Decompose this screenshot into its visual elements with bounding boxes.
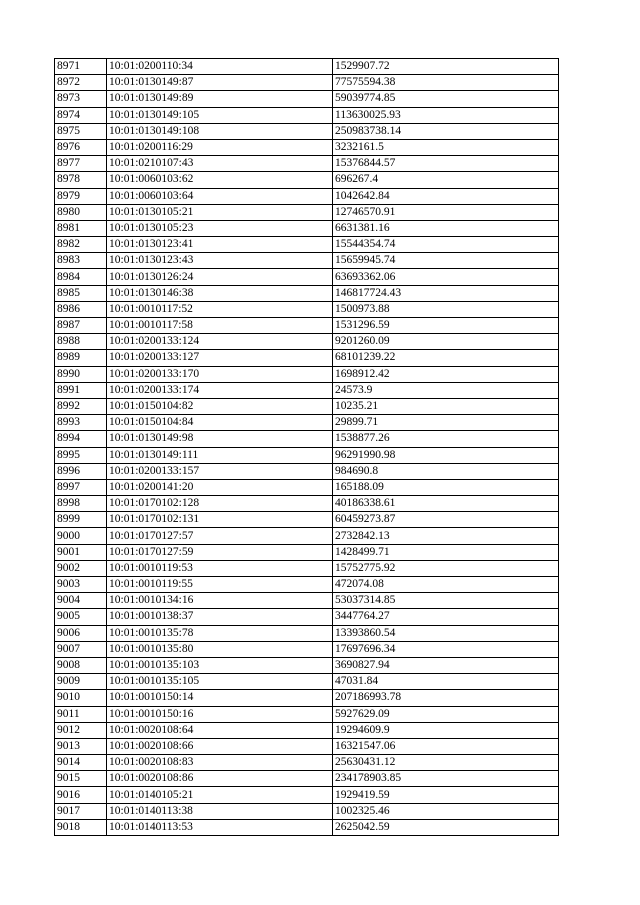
cadastral-number-cell: 10:01:0200133:124 — [107, 334, 333, 350]
table-row — [55, 447, 559, 463]
value-cell: 10235.21 — [333, 398, 559, 414]
cadastral-number-cell: 10:01:0140105:21 — [107, 787, 333, 803]
value-cell: 2732842.13 — [333, 528, 559, 544]
value-cell: 696267.4 — [333, 172, 559, 188]
value-cell: 3232161.5 — [333, 139, 559, 155]
row-number-cell: 9001 — [55, 544, 107, 560]
row-number-cell: 9011 — [55, 706, 107, 722]
table-row — [55, 657, 559, 673]
row-number-cell: 8999 — [55, 512, 107, 528]
value-cell: 77575594.38 — [333, 75, 559, 91]
cadastral-number-cell: 10:01:0200133:157 — [107, 463, 333, 479]
value-cell: 12746570.91 — [333, 204, 559, 220]
table-row — [55, 544, 559, 560]
table-row — [55, 107, 559, 123]
value-cell: 1531296.59 — [333, 318, 559, 334]
row-number-cell: 8978 — [55, 172, 107, 188]
row-number-cell: 9018 — [55, 819, 107, 835]
cadastral-number-cell: 10:01:0010138:37 — [107, 609, 333, 625]
cadastral-number-cell: 10:01:0130105:23 — [107, 220, 333, 236]
value-cell: 15544354.74 — [333, 237, 559, 253]
value-cell: 15659945.74 — [333, 253, 559, 269]
row-number-cell: 9013 — [55, 738, 107, 754]
table-row — [55, 350, 559, 366]
cadastral-number-cell: 10:01:0170127:59 — [107, 544, 333, 560]
cadastral-number-cell: 10:01:0200133:174 — [107, 382, 333, 398]
value-cell: 5927629.09 — [333, 706, 559, 722]
row-number-cell: 8988 — [55, 334, 107, 350]
cadastral-number-cell: 10:01:0010135:80 — [107, 641, 333, 657]
row-number-cell: 9006 — [55, 625, 107, 641]
cadastral-number-cell: 10:01:0010117:58 — [107, 318, 333, 334]
cadastral-number-cell: 10:01:0170102:128 — [107, 496, 333, 512]
cadastral-number-cell: 10:01:0130123:43 — [107, 253, 333, 269]
table-row — [55, 577, 559, 593]
row-number-cell: 8971 — [55, 59, 107, 75]
row-number-cell: 8982 — [55, 237, 107, 253]
value-cell: 25630431.12 — [333, 755, 559, 771]
table-row — [55, 755, 559, 771]
table-row — [55, 220, 559, 236]
value-cell: 1698912.42 — [333, 366, 559, 382]
value-cell: 1042642.84 — [333, 188, 559, 204]
row-number-cell: 9016 — [55, 787, 107, 803]
value-cell: 15376844.57 — [333, 156, 559, 172]
table-row — [55, 269, 559, 285]
cadastral-number-cell: 10:01:0130149:108 — [107, 123, 333, 139]
table-row — [55, 819, 559, 835]
cadastral-number-cell: 10:01:0150104:84 — [107, 415, 333, 431]
row-number-cell: 9000 — [55, 528, 107, 544]
cadastral-number-cell: 10:01:0010135:103 — [107, 657, 333, 673]
row-number-cell: 8989 — [55, 350, 107, 366]
row-number-cell: 8994 — [55, 431, 107, 447]
table-row — [55, 738, 559, 754]
row-number-cell: 9010 — [55, 690, 107, 706]
table-row — [55, 204, 559, 220]
row-number-cell: 8997 — [55, 479, 107, 495]
value-cell: 47031.84 — [333, 674, 559, 690]
row-number-cell: 9003 — [55, 577, 107, 593]
row-number-cell: 9014 — [55, 755, 107, 771]
row-number-cell: 8985 — [55, 285, 107, 301]
value-cell: 40186338.61 — [333, 496, 559, 512]
value-cell: 68101239.22 — [333, 350, 559, 366]
row-number-cell: 8986 — [55, 301, 107, 317]
cadastral-number-cell: 10:01:0060103:64 — [107, 188, 333, 204]
cadastral-number-cell: 10:01:0020108:64 — [107, 722, 333, 738]
cadastral-number-cell: 10:01:0210107:43 — [107, 156, 333, 172]
row-number-cell: 8981 — [55, 220, 107, 236]
table-row — [55, 172, 559, 188]
value-cell: 984690.8 — [333, 463, 559, 479]
row-number-cell: 8977 — [55, 156, 107, 172]
value-cell: 9201260.09 — [333, 334, 559, 350]
table-row — [55, 382, 559, 398]
table-row — [55, 722, 559, 738]
value-cell: 146817724.43 — [333, 285, 559, 301]
cadastral-number-cell: 10:01:0010134:16 — [107, 593, 333, 609]
cadastral-number-cell: 10:01:0010117:52 — [107, 301, 333, 317]
table-row — [55, 625, 559, 641]
table-row — [55, 75, 559, 91]
table-row — [55, 496, 559, 512]
row-number-cell: 8996 — [55, 463, 107, 479]
table-row — [55, 512, 559, 528]
table-row — [55, 398, 559, 414]
table-row — [55, 318, 559, 334]
value-cell: 1529907.72 — [333, 59, 559, 75]
cadastral-number-cell: 10:01:0130149:111 — [107, 447, 333, 463]
row-number-cell: 9002 — [55, 560, 107, 576]
row-number-cell: 8974 — [55, 107, 107, 123]
value-cell: 24573.9 — [333, 382, 559, 398]
row-number-cell: 8992 — [55, 398, 107, 414]
row-number-cell: 8995 — [55, 447, 107, 463]
row-number-cell: 9015 — [55, 771, 107, 787]
cadastral-number-cell: 10:01:0020108:83 — [107, 755, 333, 771]
table-row — [55, 463, 559, 479]
cadastral-number-cell: 10:01:0130123:41 — [107, 237, 333, 253]
value-cell: 53037314.85 — [333, 593, 559, 609]
value-cell: 6631381.16 — [333, 220, 559, 236]
row-number-cell: 8990 — [55, 366, 107, 382]
table-row — [55, 123, 559, 139]
cadastral-number-cell: 10:01:0130146:38 — [107, 285, 333, 301]
table-row — [55, 771, 559, 787]
cadastral-number-cell: 10:01:0200133:170 — [107, 366, 333, 382]
row-number-cell: 8975 — [55, 123, 107, 139]
value-cell: 17697696.34 — [333, 641, 559, 657]
table-row — [55, 803, 559, 819]
table-row — [55, 706, 559, 722]
cadastral-number-cell: 10:01:0020108:66 — [107, 738, 333, 754]
cadastral-number-cell: 10:01:0200110:34 — [107, 59, 333, 75]
value-cell: 1929419.59 — [333, 787, 559, 803]
table-row — [55, 641, 559, 657]
row-number-cell: 9007 — [55, 641, 107, 657]
value-cell: 1500973.88 — [333, 301, 559, 317]
table-row — [55, 690, 559, 706]
row-number-cell: 8979 — [55, 188, 107, 204]
table-row — [55, 59, 559, 75]
value-cell: 15752775.92 — [333, 560, 559, 576]
cadastral-number-cell: 10:01:0130149:87 — [107, 75, 333, 91]
value-cell: 13393860.54 — [333, 625, 559, 641]
value-cell: 207186993.78 — [333, 690, 559, 706]
row-number-cell: 8998 — [55, 496, 107, 512]
table-row — [55, 366, 559, 382]
value-cell: 2625042.59 — [333, 819, 559, 835]
table-row — [55, 431, 559, 447]
table-row — [55, 253, 559, 269]
value-cell: 59039774.85 — [333, 91, 559, 107]
cadastral-number-cell: 10:01:0060103:62 — [107, 172, 333, 188]
table-row — [55, 787, 559, 803]
value-cell: 16321547.06 — [333, 738, 559, 754]
row-number-cell: 8983 — [55, 253, 107, 269]
value-cell: 3690827.94 — [333, 657, 559, 673]
value-cell: 96291990.98 — [333, 447, 559, 463]
cadastral-number-cell: 10:01:0130149:98 — [107, 431, 333, 447]
table-row — [55, 139, 559, 155]
cadastral-number-cell: 10:01:0140113:53 — [107, 819, 333, 835]
cadastral-number-cell: 10:01:0200141:20 — [107, 479, 333, 495]
row-number-cell: 8976 — [55, 139, 107, 155]
table-row — [55, 301, 559, 317]
row-number-cell: 9009 — [55, 674, 107, 690]
table-row — [55, 156, 559, 172]
table-row — [55, 285, 559, 301]
cadastral-number-cell: 10:01:0010119:55 — [107, 577, 333, 593]
value-cell: 3447764.27 — [333, 609, 559, 625]
value-cell: 1002325.46 — [333, 803, 559, 819]
row-number-cell: 8991 — [55, 382, 107, 398]
row-number-cell: 9017 — [55, 803, 107, 819]
table-row — [55, 91, 559, 107]
cadastral-value-table — [54, 58, 559, 836]
table-row — [55, 593, 559, 609]
row-number-cell: 8987 — [55, 318, 107, 334]
cadastral-number-cell: 10:01:0170127:57 — [107, 528, 333, 544]
cadastral-number-cell: 10:01:0130149:105 — [107, 107, 333, 123]
row-number-cell: 8984 — [55, 269, 107, 285]
table-row — [55, 609, 559, 625]
table-row — [55, 188, 559, 204]
value-cell: 1538877.26 — [333, 431, 559, 447]
row-number-cell: 9012 — [55, 722, 107, 738]
cadastral-number-cell: 10:01:0010135:105 — [107, 674, 333, 690]
cadastral-number-cell: 10:01:0010150:16 — [107, 706, 333, 722]
value-cell: 60459273.87 — [333, 512, 559, 528]
value-cell: 250983738.14 — [333, 123, 559, 139]
cadastral-number-cell: 10:01:0130105:21 — [107, 204, 333, 220]
table-row — [55, 415, 559, 431]
value-cell: 19294609.9 — [333, 722, 559, 738]
value-cell: 472074.08 — [333, 577, 559, 593]
value-cell: 165188.09 — [333, 479, 559, 495]
table-row — [55, 334, 559, 350]
cadastral-number-cell: 10:01:0020108:86 — [107, 771, 333, 787]
cadastral-number-cell: 10:01:0200116:29 — [107, 139, 333, 155]
value-cell: 113630025.93 — [333, 107, 559, 123]
row-number-cell: 8972 — [55, 75, 107, 91]
row-number-cell: 9008 — [55, 657, 107, 673]
cadastral-number-cell: 10:01:0010150:14 — [107, 690, 333, 706]
table-body — [55, 59, 559, 836]
table-row — [55, 674, 559, 690]
cadastral-number-cell: 10:01:0170102:131 — [107, 512, 333, 528]
row-number-cell: 8993 — [55, 415, 107, 431]
table-row — [55, 479, 559, 495]
row-number-cell: 9004 — [55, 593, 107, 609]
row-number-cell: 8980 — [55, 204, 107, 220]
row-number-cell: 9005 — [55, 609, 107, 625]
value-cell: 1428499.71 — [333, 544, 559, 560]
table-row — [55, 237, 559, 253]
table-row — [55, 528, 559, 544]
cadastral-number-cell: 10:01:0200133:127 — [107, 350, 333, 366]
value-cell: 63693362.06 — [333, 269, 559, 285]
row-number-cell: 8973 — [55, 91, 107, 107]
value-cell: 29899.71 — [333, 415, 559, 431]
cadastral-number-cell: 10:01:0150104:82 — [107, 398, 333, 414]
value-cell: 234178903.85 — [333, 771, 559, 787]
cadastral-number-cell: 10:01:0140113:38 — [107, 803, 333, 819]
cadastral-number-cell: 10:01:0130149:89 — [107, 91, 333, 107]
cadastral-number-cell: 10:01:0010135:78 — [107, 625, 333, 641]
cadastral-number-cell: 10:01:0130126:24 — [107, 269, 333, 285]
table-row — [55, 560, 559, 576]
cadastral-number-cell: 10:01:0010119:53 — [107, 560, 333, 576]
